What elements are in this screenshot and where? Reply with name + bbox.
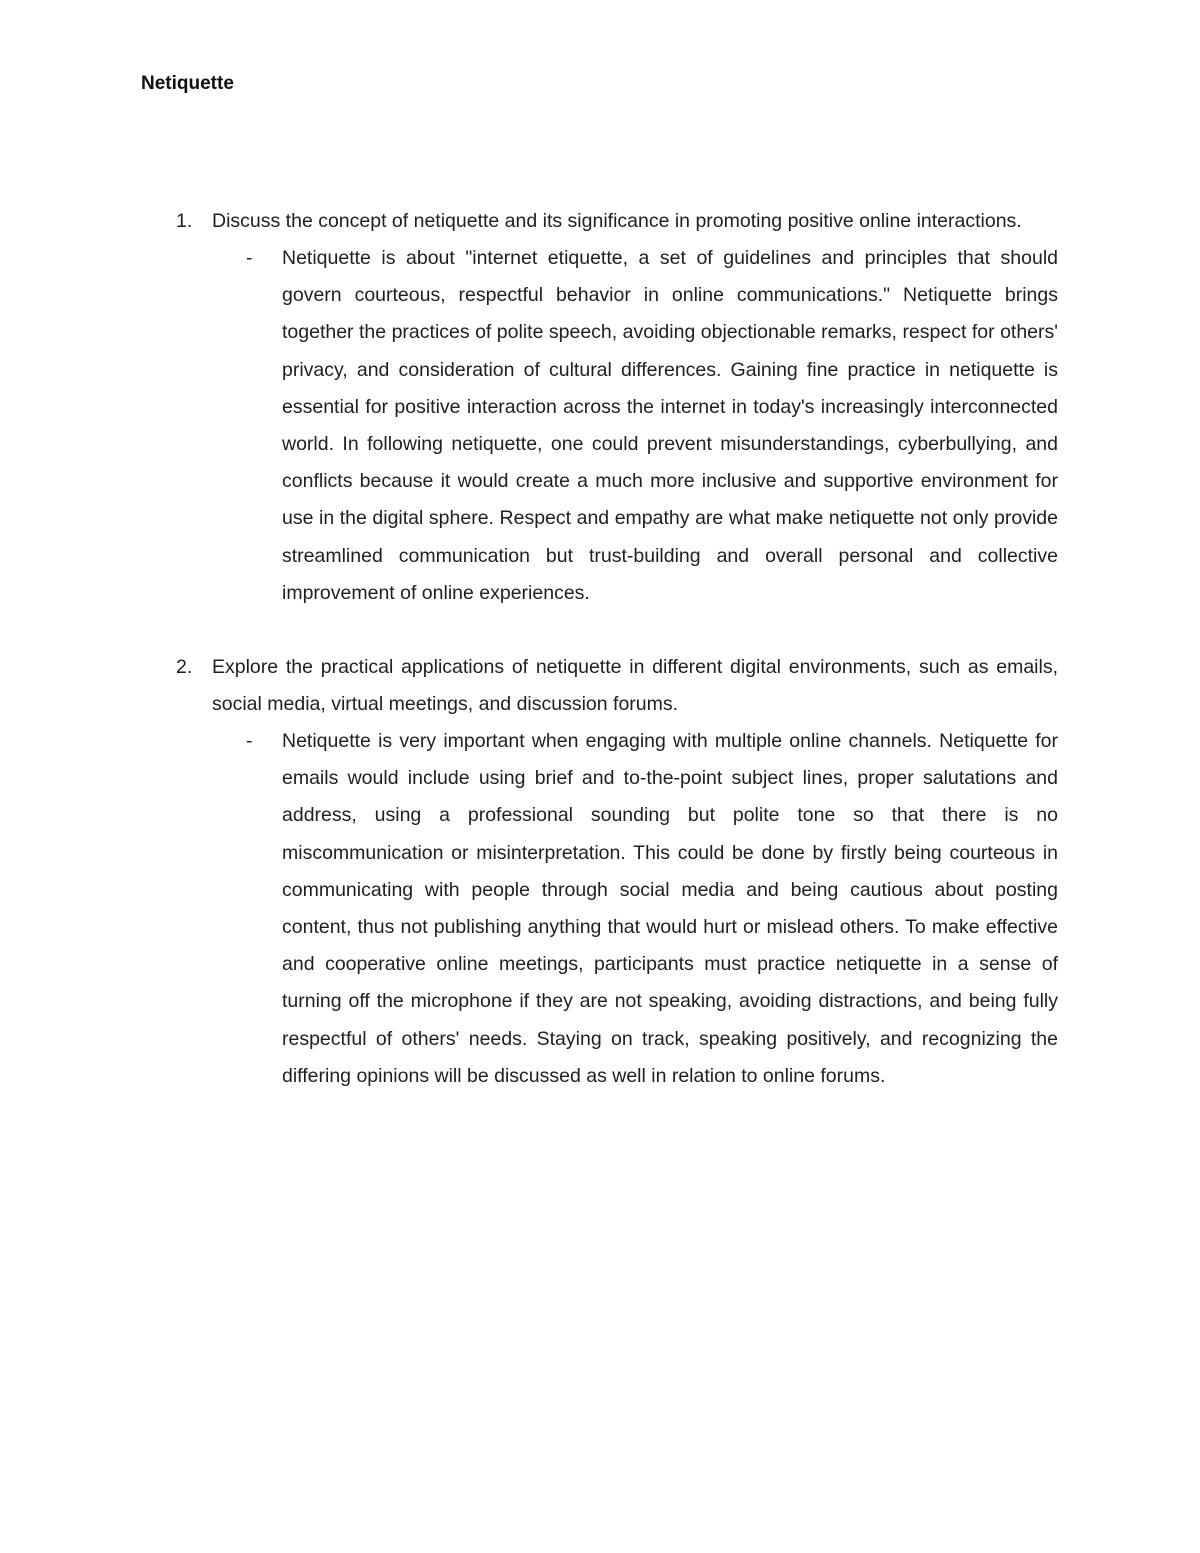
- list-item: [0, 649, 1200, 1095]
- answer-text: Netiquette is about "internet etiquette, a set of guidelines and principles that should govern courteous, respectful behavior in online communications." Netiquette brings together the practices of polite speech, avoiding objectionable remarks, respect for others' privacy, and consideration of cultural differences. Gaining fine practice in netiquette is essential for positive interaction across the internet in today's increasingly interconnected world. In following netiquette, one could prevent misunderstandings, cyberbullying, and conflicts because it would create a much more inclusive and supportive environment for use in the digital sphere. Respect and empathy are what make netiquette not only provide streamlined communication but trust-building and overall personal and collective improvement of online experiences.: [282, 247, 1058, 604]
- question-list: [0, 203, 1200, 1095]
- list-item: [0, 203, 1200, 612]
- question-text: Discuss the concept of netiquette and its significance in promoting positive online interactions.: [212, 210, 1022, 232]
- answer-block: [0, 723, 1200, 1095]
- question-number: 2.: [176, 656, 193, 679]
- question-number: 1.: [176, 210, 193, 232]
- document-title: Netiquette: [141, 73, 234, 94]
- answer-block: [0, 240, 1200, 612]
- answer-bullet: -: [246, 247, 253, 269]
- answer-text: Netiquette is very important when engaging with multiple online channels. Netiquette for emails would include using brief and to-the-point subject lines, proper salutations and address, using a professional sounding but polite tone so that there is no miscommunication or misinterpretation. This could be done by firstly being courteous in communicating with people through social media and being cautious about posting content, thus not publishing anything that would hurt or mislead others. To make effective and cooperative online meetings, participants must practice netiquette in a sense of turning off the microphone if they are not speaking, avoiding distractions, and being fully respectful of others' needs. Staying on track, speaking positively, and recognizing the differing opinions will be discussed as well in relation to online forums.: [282, 730, 1058, 1087]
- question-text: Explore the practical applications of netiquette in different digital environments, such as emails, social media, virtual meetings, and discussion forums.: [212, 656, 1058, 716]
- answer-bullet: -: [246, 730, 253, 753]
